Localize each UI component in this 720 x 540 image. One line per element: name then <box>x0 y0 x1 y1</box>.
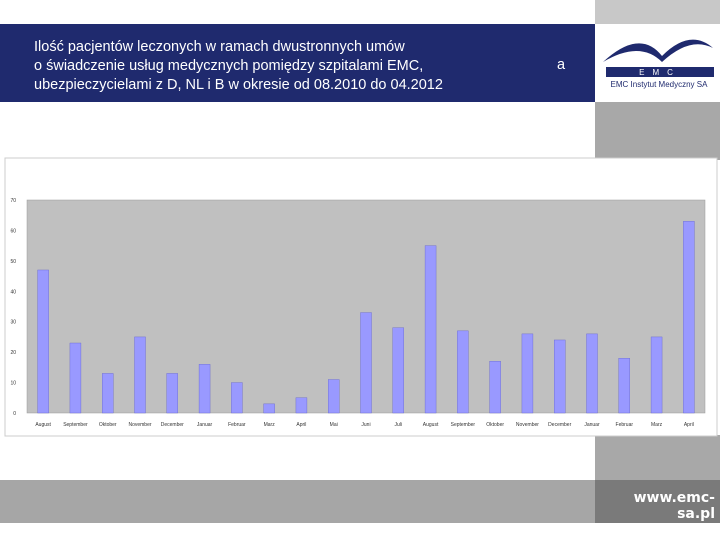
bar <box>135 337 146 413</box>
x-axis <box>35 422 694 428</box>
bar <box>231 383 242 413</box>
x-tick-label: August <box>422 422 439 428</box>
slide-title: Ilość pacjentów leczonych w ramach dwustronnych umów o świadczenie usług medycznych pomiędzy szpitalami EMC, ubezpieczycielami z D, NL i B w okresie od 08.2010 do 04.2012 <box>34 39 443 93</box>
bar <box>167 373 178 413</box>
bar <box>38 270 49 413</box>
logo-subtitle: EMC Instytut Medyczny SA <box>610 80 708 89</box>
y-tick-label: 10 <box>10 380 16 387</box>
bar <box>683 221 694 413</box>
x-tick-label: Januar <box>584 422 600 428</box>
bar <box>199 364 210 413</box>
bar <box>328 380 339 413</box>
bar <box>361 313 372 413</box>
x-tick-label: Januar <box>196 422 213 428</box>
bar <box>70 343 81 413</box>
x-tick-label: September <box>450 422 476 428</box>
x-tick-label: November <box>128 422 152 428</box>
bar <box>425 246 436 413</box>
bar <box>587 334 598 413</box>
x-tick-label: Juli <box>394 422 403 428</box>
y-tick-label: 70 <box>10 198 16 204</box>
bar <box>393 328 404 413</box>
x-tick-label: Februar <box>228 422 246 428</box>
x-tick-label: Marz <box>651 422 663 428</box>
logo-text: EMC <box>639 68 681 77</box>
y-tick-label: 0 <box>13 411 16 417</box>
bar <box>619 358 630 413</box>
bar <box>522 334 533 413</box>
y-tick-label: 30 <box>10 319 16 326</box>
y-tick-label: 50 <box>10 258 16 265</box>
x-tick-label: December <box>548 422 572 428</box>
x-tick-label: Oktober <box>486 422 505 428</box>
y-tick-label: 60 <box>10 228 16 235</box>
bar <box>651 337 662 413</box>
website-link[interactable]: www.emc-sa.pl <box>633 490 715 522</box>
x-tick-label: Marz <box>263 422 275 428</box>
x-tick-label: September <box>63 422 88 428</box>
x-tick-label: Februar <box>615 422 634 428</box>
bar <box>102 373 113 413</box>
bar <box>490 361 501 413</box>
bar <box>264 404 275 413</box>
y-tick-label: 40 <box>10 289 16 296</box>
bar <box>457 331 468 413</box>
y-tick-label: 20 <box>10 350 16 357</box>
x-tick-label: December <box>160 422 184 428</box>
bar <box>554 340 565 413</box>
slide-title-suffix: a <box>557 57 566 73</box>
x-tick-label: April <box>296 422 307 428</box>
x-tick-label: Mai <box>329 422 338 428</box>
x-tick-label: Juni <box>361 422 371 428</box>
x-tick-label: August <box>35 422 51 428</box>
x-tick-label: Oktober <box>98 422 117 428</box>
x-tick-label: November <box>515 422 539 428</box>
x-tick-label: April <box>683 422 694 428</box>
bar <box>296 398 307 413</box>
